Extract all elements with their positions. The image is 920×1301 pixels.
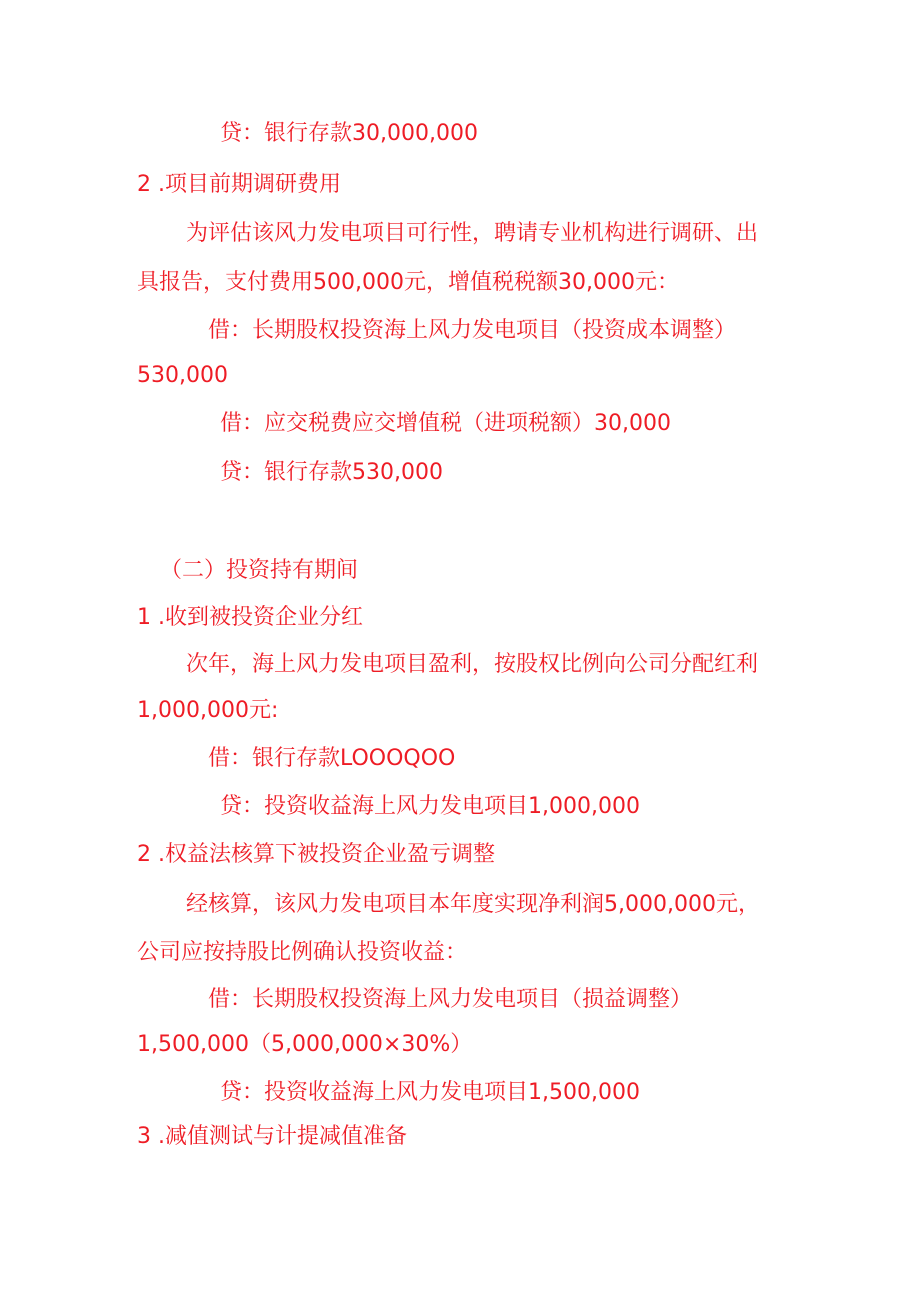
section-heading-holding-period: （二）投资持有期间 bbox=[160, 558, 359, 583]
paragraph-line: 为评估该风力发电项目可行性，聘请专业机构进行调研、出 bbox=[186, 221, 759, 246]
paragraph-line: 具报告，支付费用500,000元，增值税税额30,000元： bbox=[137, 270, 679, 295]
section-heading-research-fee: 2 .项目前期调研费用 bbox=[137, 172, 341, 197]
entry-credit-investment-income: 贷：投资收益海上风力发电项目1,500,000 bbox=[220, 1080, 640, 1105]
section-heading-equity-method: 2 .权益法核算下被投资企业盈亏调整 bbox=[137, 842, 495, 867]
entry-debit-tax: 借：应交税费应交增值税（进项税额）30,000 bbox=[220, 411, 671, 436]
entry-credit-investment-income: 贷：投资收益海上风力发电项目1,000,000 bbox=[220, 794, 640, 819]
entry-credit-bank-deposit: 贷：银行存款30,000,000 bbox=[220, 121, 478, 146]
entry-debit-bank-deposit: 借：银行存款LOOOQOO bbox=[208, 746, 456, 771]
paragraph-line: 次年，海上风力发电项目盈利，按股权比例向公司分配红利 bbox=[186, 652, 759, 677]
entry-debit-long-term-equity: 借：长期股权投资海上风力发电项目（投资成本调整） bbox=[208, 318, 737, 343]
entry-credit-bank-deposit: 贷：银行存款530,000 bbox=[220, 460, 443, 485]
section-heading-dividend: 1 .收到被投资企业分红 bbox=[137, 605, 363, 630]
paragraph-line: 公司应按持股比例确认投资收益： bbox=[137, 940, 468, 965]
paragraph-line: 1,000,000元: bbox=[137, 698, 279, 723]
entry-amount: 530,000 bbox=[137, 363, 228, 388]
paragraph-line: 经核算，该风力发电项目本年度实现净利润5,000,000元， bbox=[186, 892, 760, 917]
section-heading-impairment: 3 .减值测试与计提减值准备 bbox=[137, 1124, 407, 1149]
entry-amount: 1,500,000（5,000,000×30%） bbox=[137, 1032, 473, 1057]
entry-debit-long-term-equity: 借：长期股权投资海上风力发电项目（损益调整） bbox=[208, 987, 693, 1012]
